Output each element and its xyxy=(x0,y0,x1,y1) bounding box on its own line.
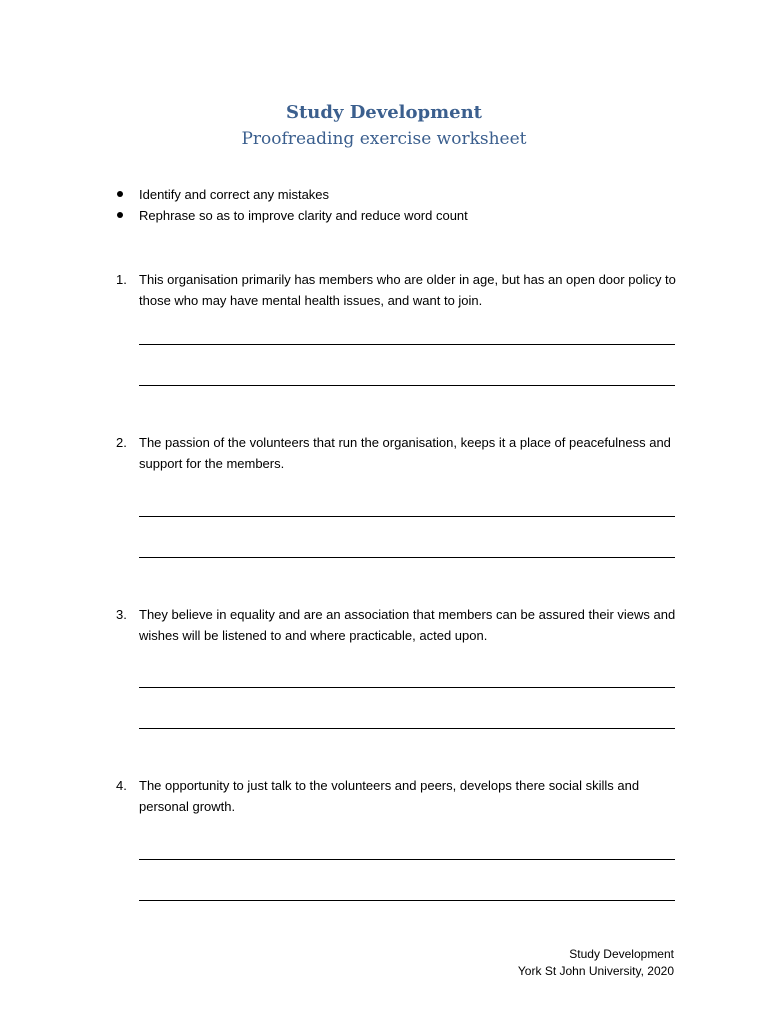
answer-line[interactable] xyxy=(139,687,675,688)
question-text: They believe in equality and are an association that members can be assured their views and wishes will be listened to and where practicable, acted upon. xyxy=(139,607,676,643)
answer-line[interactable] xyxy=(139,516,675,517)
title-block xyxy=(0,100,768,153)
answer-line[interactable] xyxy=(139,344,675,345)
question-1 xyxy=(116,269,676,389)
answer-line[interactable] xyxy=(139,900,675,901)
footer xyxy=(518,946,674,980)
question-text: The passion of the volunteers that run the organisation, keeps it a place of peacefulness and support for the members. xyxy=(139,435,671,471)
answer-line[interactable] xyxy=(139,385,675,386)
footer-department: Study Development xyxy=(569,947,674,961)
bullet-icon xyxy=(117,191,123,197)
answer-line[interactable] xyxy=(139,859,675,860)
question-text: This organisation primarily has members who are older in age, but has an open door policy to those who may have mental health issues, and want to join. xyxy=(139,272,676,308)
instruction-text: Identify and correct any mistakes xyxy=(139,187,330,202)
question-number: 4. xyxy=(116,778,127,793)
instruction-item xyxy=(116,184,676,205)
question-prompt xyxy=(116,604,676,646)
question-4 xyxy=(116,775,676,905)
instruction-text: Rephrase so as to improve clarity and reduce word count xyxy=(139,208,468,223)
footer-institution: York St John University, 2020 xyxy=(517,964,674,978)
answer-line[interactable] xyxy=(139,557,675,558)
question-number: 3. xyxy=(116,607,127,622)
instructions-list xyxy=(116,184,676,226)
question-3 xyxy=(116,604,676,734)
question-2 xyxy=(116,432,676,562)
question-prompt xyxy=(116,775,676,817)
question-text: The opportunity to just talk to the volunteers and peers, develops there social skills and personal growth. xyxy=(139,778,640,814)
page-title: Study Development xyxy=(285,102,482,123)
page-subtitle: Proofreading exercise worksheet xyxy=(241,129,527,149)
question-prompt xyxy=(116,269,676,311)
answer-line[interactable] xyxy=(139,728,675,729)
question-prompt xyxy=(116,432,676,474)
question-number: 2. xyxy=(116,435,127,450)
question-number: 1. xyxy=(116,272,127,287)
bullet-icon xyxy=(117,212,123,218)
instruction-item xyxy=(116,205,676,226)
